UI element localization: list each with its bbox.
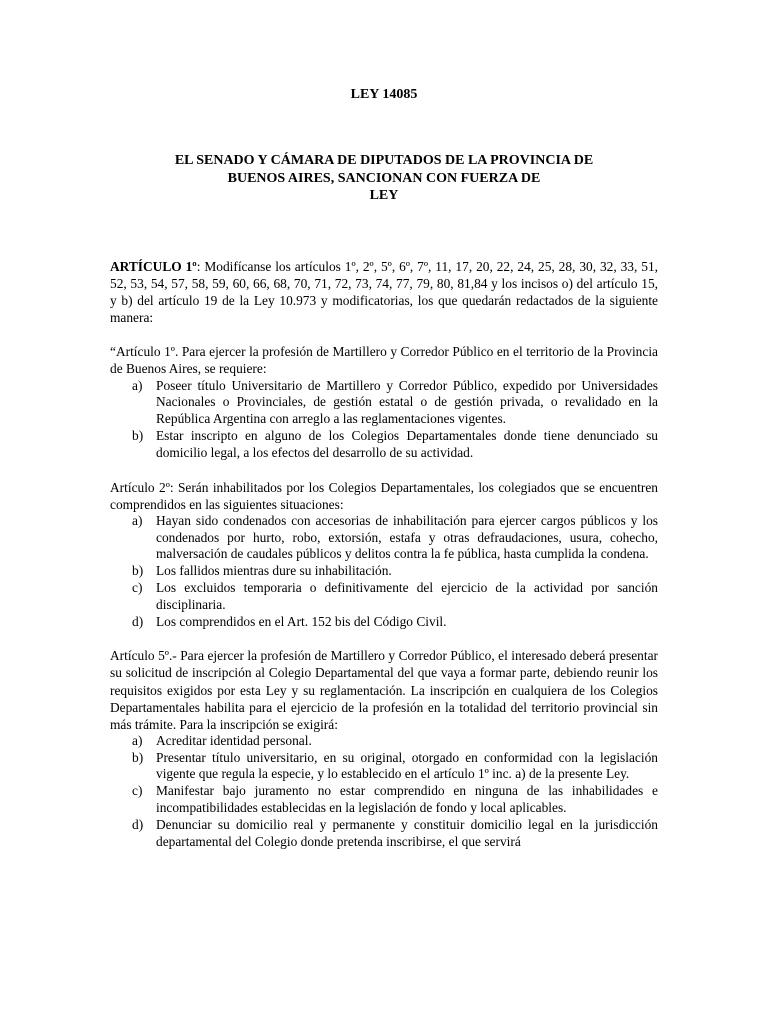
list-marker: a) [132,512,143,528]
list-item-text: Los fallidos mientras dure su inhabilitación. [156,563,392,579]
list-item [110,563,658,580]
section-1-lead: “Artículo 1º. [110,344,179,360]
section-5-paragraph: Artículo 5º.- Para ejercer la profesión de Martillero y Corredor Público, el interesado deberá presentar su solicitud de inscripción al Colegio Departamental del que vaya a formar parte, debiendo reunir los requisitos exigidos por esta Ley y su reglamentación. La inscripción en cualquiera de los Colegios Departamentales habilita para el ejercicio de la profesión en la totalidad del territorio provincial sin más trámite. Para la inscripción se exigirá: [110,648,658,732]
list-item-text: Denunciar su domicilio real y permanente y constituir domicilio legal en la jurisdicción departamental del Colegio donde pretenda inscribirse, el que servirá [156,816,658,849]
article-1-text: : Modifícanse los artículos 1º, 2º, 5º, 6º, 7º, 11, 17, 20, 22, 24, 25, 28, 30, 32, 33, 51, 52, 53, 54, 57, 58, 59, 60, 66, 68, 70, 71, 72, 73, 74, 77, 79, 80, 81,84 y los incisos o) del artículo 15, y b) del artículo 19 de la Ley 10.973 y modificatorias, los que quedarán redactados de la siguiente manera: [110,259,659,326]
list-item-text: Presentar título universitario, en su original, otorgado en conformidad con la legislación vigente que regula la especie, y lo establecido en el artículo 1º inc. a) de la presente Ley. [156,749,658,782]
list-item [110,614,658,631]
list-item-text: Manifestar bajo juramento no estar comprendido en ninguna de las inhabilidades e incompatibilidades establecidas en la legislación de fondo y local aplicables. [156,783,658,815]
section-1-paragraph [110,343,658,377]
list-marker: b) [132,749,144,765]
list-item-text: Los comprendidos en el Art. 152 bis del Código Civil. [156,613,447,629]
section-1-text: Para ejercer la profesión de Martillero y Corredor Público en el territorio de la Provincia de Buenos Aires, se requiere: [110,344,658,377]
list-marker: a) [132,732,143,748]
list-item-text: Poseer título Universitario de Martillero y Corredor Público, expedido por Universidades Nacionales o Provinciales, de gestión estatal o de gestión privada, o revalidado en la República Argentina con arreglo a las reglamentaciones vigentes. [156,377,658,427]
law-title: LEY 14085 [350,87,418,102]
list-marker: c) [132,579,143,595]
list-item [110,428,658,462]
list-item-text: Estar inscripto en alguno de los Colegios Departamentales donde tiene denunciado su domicilio legal, a los efectos del desarrollo de su actividad. [156,427,658,460]
list-marker: c) [132,783,143,799]
list-item [110,580,658,614]
enacting-line: LEY [369,188,399,203]
article-1-label: ARTÍCULO 1º [110,259,197,274]
list-item-text: Los excluidos temporaria o definitivamente del ejercicio de la actividad por sanción disciplinaria. [156,579,658,612]
list-marker: b) [132,563,144,579]
enacting-line: EL SENADO Y CÁMARA DE DIPUTADOS DE LA PROVINCIA DE [174,153,594,168]
list-item [110,750,658,784]
document-body [110,258,658,850]
list-item [110,378,658,428]
list-marker: a) [132,377,143,393]
section-5-list [110,733,658,851]
list-item-text: Acreditar identidad personal. [156,732,312,748]
list-item-text: Hayan sido condenados con accesorias de inhabilitación para ejercer cargos públicos y los condenados por hurto, robo, extorsión, estafa y otras defraudaciones, usura, cohecho, malversación de caudales públicos y delitos contra la fe pública, hasta cumplida la condena. [156,512,658,562]
enacting-clause [120,152,648,205]
list-marker: d) [132,613,144,629]
section-2-paragraph: Artículo 2º: Serán inhabilitados por los Colegios Departamentales, los colegiados que se encuentren comprendidos en las siguientes situaciones: [110,479,658,512]
list-item [110,513,658,563]
list-marker: d) [132,816,144,832]
list-item [110,733,658,750]
list-item [110,817,658,851]
section-1-list [110,378,658,462]
article-1-paragraph [110,258,658,326]
list-item [110,783,658,817]
list-marker: b) [132,427,144,443]
enacting-line: BUENOS AIRES, SANCIONAN CON FUERZA DE [227,170,541,186]
section-2-list [110,513,658,631]
